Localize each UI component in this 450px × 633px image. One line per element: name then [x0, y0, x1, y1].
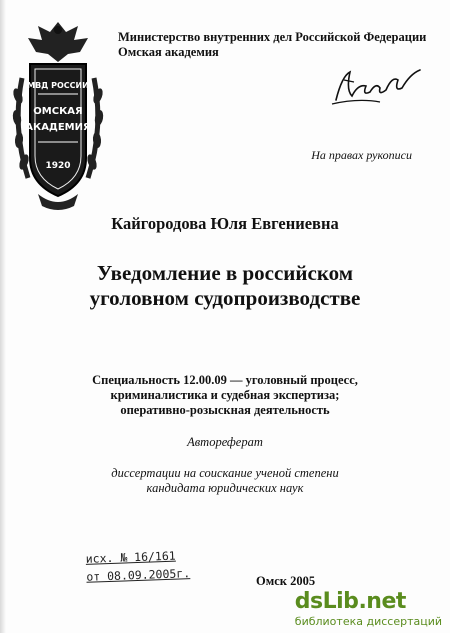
emblem-line1: ОМСКАЯ	[33, 106, 83, 117]
dslib-tagline: библиотека диссертаций	[294, 615, 442, 628]
ministry-name: Министерство внутренних дел Российской Федерации	[118, 30, 427, 44]
specialty-block	[0, 373, 450, 418]
abstract-block	[0, 435, 450, 496]
abstract-line3: кандидата юридических наук	[146, 481, 304, 495]
city-year: Омск 2005	[256, 574, 316, 588]
manuscript-rights: На правах рукописи	[311, 148, 412, 162]
registration-number: исх. № 16/161	[85, 548, 176, 566]
registration-date: от 08.09.2005г.	[86, 566, 191, 584]
author-name: Кайгородова Юля Евгениевна	[111, 214, 339, 233]
eagle-icon	[28, 22, 88, 62]
academy-name: Омская академия	[118, 45, 219, 59]
scan-edge	[0, 0, 6, 633]
abstract-line1: Автореферат	[187, 435, 263, 449]
dslib-watermark[interactable]	[295, 590, 442, 628]
specialty-line1: Специальность 12.00.09 — уголовный процесс,	[92, 373, 358, 387]
title-line1: Уведомление в российском	[96, 261, 354, 285]
handwritten-signature	[328, 62, 428, 110]
emblem-year: 1920	[45, 161, 71, 171]
emblem-line2: АКАДЕМИЯ	[25, 122, 91, 133]
specialty-line2: криминалистика и судебная экспертиза;	[110, 388, 340, 402]
emblem-top-text: МВД РОССИИ	[27, 81, 89, 90]
specialty-line3: оперативно-розыскная деятельность	[120, 403, 330, 417]
title-line2: уголовном судопроизводстве	[89, 286, 361, 310]
dslib-logo-main: dsLib	[294, 589, 359, 614]
handwritten-registration	[85, 546, 190, 586]
header	[118, 30, 438, 60]
dslib-logo-tld: .net	[358, 589, 406, 614]
academy-emblem	[8, 18, 108, 213]
abstract-line2: диссертации на соискание ученой степени	[111, 466, 339, 480]
dissertation-title	[0, 261, 450, 311]
dslib-logo	[295, 590, 442, 614]
